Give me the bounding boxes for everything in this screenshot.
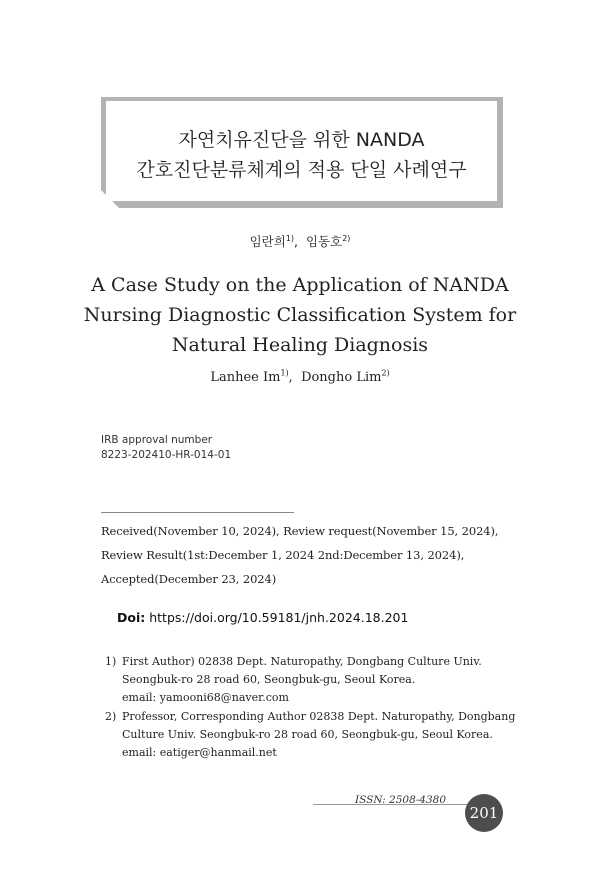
english-author-2: Dongho Lim xyxy=(301,370,382,385)
english-title-line-3: Natural Healing Diagnosis xyxy=(171,334,429,356)
english-title-line-2: Nursing Diagnostic Classification System for xyxy=(83,304,517,326)
issn-label: ISSN: 2508-4380 xyxy=(355,794,447,806)
title-box-panel xyxy=(106,101,497,201)
irb-label: IRB approval number xyxy=(101,434,213,446)
korean-title-box xyxy=(101,97,503,208)
doi-link[interactable]: https://doi.org/10.59181/jnh.2024.18.201 xyxy=(149,610,409,625)
korean-author-2-mark: 2) xyxy=(342,233,351,243)
author-note-2-number: 2) xyxy=(105,710,117,723)
korean-title-line-1: 자연치유진단을 위한 NANDA xyxy=(178,129,425,151)
author-note-1 xyxy=(105,653,505,707)
irb-block xyxy=(101,433,231,463)
author-note-1-line-2: Seongbuk-ro 28 road 60, Seongbuk-gu, Seoul Korea. xyxy=(122,673,416,686)
english-author-2-mark: 2) xyxy=(381,368,390,378)
author-note-2-line-1: Professor, Corresponding Author 02838 Dept. Naturopathy, Dongbang xyxy=(122,710,516,723)
page-number: 201 xyxy=(469,804,499,822)
page-number-badge xyxy=(465,794,503,832)
english-authors xyxy=(0,370,600,385)
korean-author-separator: , xyxy=(294,234,306,249)
dates-line-3: Accepted(December 23, 2024) xyxy=(101,572,277,586)
korean-title-line-2: 간호진단분류체계의 적용 단일 사례연구 xyxy=(136,159,467,181)
english-author-separator: , xyxy=(288,370,302,385)
author-note-1-line-1: First Author) 02838 Dept. Naturopathy, Dongbang Culture Univ. xyxy=(122,655,482,668)
korean-author-1-mark: 1) xyxy=(285,233,295,243)
irb-number: 8223-202410-HR-014-01 xyxy=(101,449,232,461)
korean-author-2: 임동호 xyxy=(305,234,343,249)
korean-author-1: 임란희 xyxy=(249,234,286,249)
author-note-2-email[interactable]: email: eatiger@hanmail.net xyxy=(122,746,277,759)
footnote-divider xyxy=(101,512,294,513)
dates-line-1: Received(November 10, 2024), Review request(November 15, 2024), xyxy=(101,524,499,538)
author-note-1-email[interactable]: email: yamooni68@naver.com xyxy=(122,691,289,704)
submission-dates xyxy=(101,519,521,591)
doi-line xyxy=(117,610,408,625)
korean-authors xyxy=(0,232,600,250)
english-title-line-1: A Case Study on the Application of NANDA xyxy=(91,274,509,296)
english-author-1: Lanhee Im xyxy=(210,370,281,385)
english-author-1-mark: 1) xyxy=(280,368,289,378)
author-note-2-line-2: Culture Univ. Seongbuk-ro 28 road 60, Seongbuk-gu, Seoul Korea. xyxy=(122,728,493,741)
dates-line-2: Review Result(1st:December 1, 2024 2nd:December 13, 2024), xyxy=(101,548,465,562)
author-note-2 xyxy=(105,708,516,762)
doi-label: Doi: xyxy=(117,610,146,625)
author-note-1-number: 1) xyxy=(105,655,117,668)
